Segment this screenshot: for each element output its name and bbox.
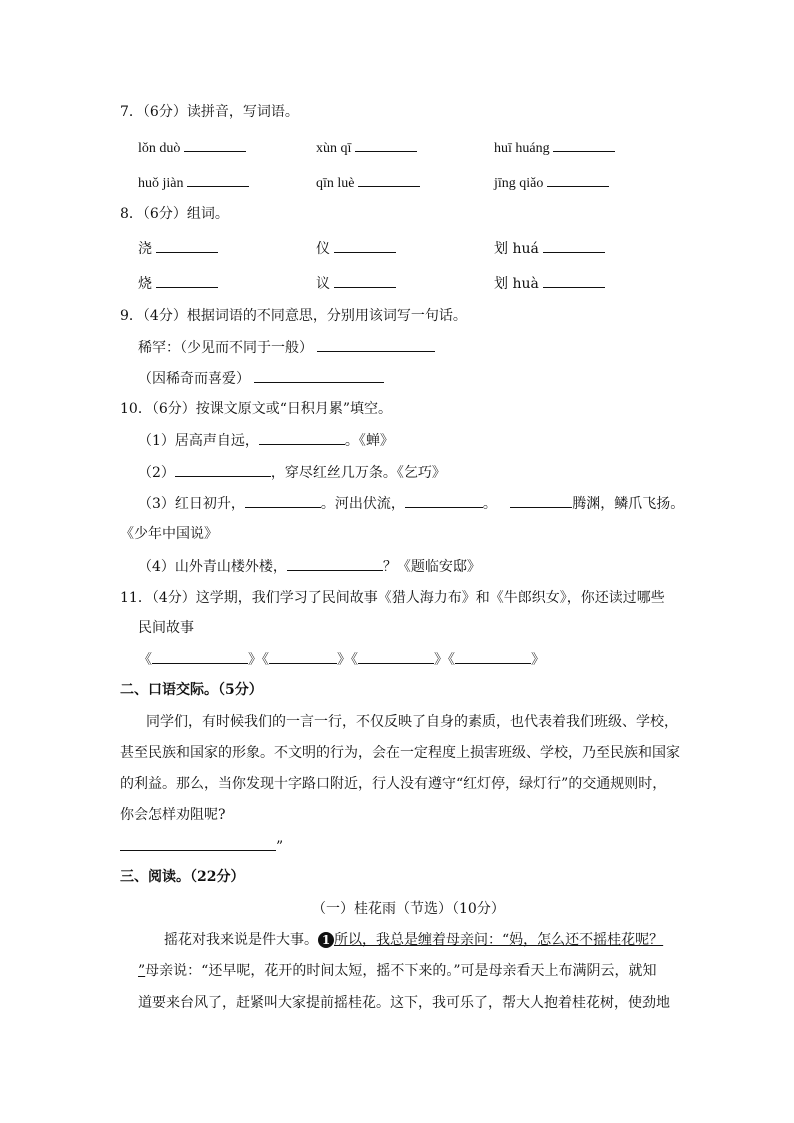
section-2-answer-row: [120, 836, 283, 857]
pinyin-label: huī huáng: [494, 141, 550, 156]
q10-line-2: [138, 462, 446, 483]
reading-subtitle: （一）桂花雨（节选）（10分）: [312, 901, 505, 917]
q7-item-4: [138, 172, 249, 194]
reading-text: 母亲说：“还早呢，花开的时间太短，摇不下来的。”可是母亲看天上布满阴云，就知: [145, 963, 657, 979]
prompt-text: （2）: [138, 465, 175, 481]
q8-item-2: [316, 238, 396, 259]
q10-line-1: [138, 430, 394, 451]
pinyin-label: qīn luè: [316, 176, 355, 191]
underlined-sentence: ”: [138, 963, 146, 979]
closing-quote: ”: [276, 839, 284, 855]
q10-line-4: [138, 556, 481, 577]
pinyin-label: lǒn duò: [138, 141, 181, 156]
reading-line-3: 道要来台风了，赶紧叫大家提前摇桂花。这下，我可乐了，帮大人抱着桂花树，使劲地: [138, 995, 670, 1011]
q10-line-3-source: 《少年中国说》: [120, 526, 218, 542]
q7-item-2: [316, 137, 417, 159]
answer-blank[interactable]: [152, 649, 248, 664]
prompt-text: ，穿尽红丝几万条。《乞巧》: [270, 465, 446, 481]
character-label: 划 huá: [494, 241, 539, 257]
section-2-paragraph-line-3: 的利益。那么，当你发现十字路口附近，行人没有遵守“红灯停，绿灯行”的交通规则时，: [120, 776, 667, 792]
prompt-text: 。: [482, 496, 497, 512]
answer-blank[interactable]: [358, 172, 420, 187]
pinyin-label: huǒ jiàn: [138, 176, 184, 191]
character-label: 浇: [138, 241, 152, 257]
answer-blank[interactable]: [510, 493, 572, 508]
character-label: 仪: [316, 241, 330, 257]
underlined-sentence: 所以，我总是缠着母亲问：“妈，怎么还不摇桂花呢？: [334, 932, 664, 948]
answer-blank[interactable]: [543, 273, 605, 288]
pinyin-label: xùn qī: [316, 141, 352, 156]
section-2-paragraph-line-2: 甚至民族和国家的形象。不文明的行为，会在一定程度上损害班级、学校，乃至民族和国家: [120, 745, 680, 761]
q11-heading-cont: 民间故事: [138, 620, 194, 636]
q8-item-6: [494, 273, 605, 294]
answer-blank[interactable]: [358, 649, 434, 664]
answer-blank[interactable]: [187, 172, 249, 187]
answer-blank[interactable]: [287, 556, 383, 571]
prompt-text: （1）居高声自远，: [138, 433, 259, 449]
q10-heading: 10．（6分）按课文原文或“日积月累”填空。: [120, 401, 393, 417]
answer-blank[interactable]: [553, 137, 615, 152]
q10-line-3: [138, 493, 684, 514]
circled-number-icon: 1: [318, 932, 334, 948]
section-2-paragraph-line-1: 同学们，有时候我们的一言一行，不仅反映了自身的素质，也代表着我们班级、学校，: [146, 714, 678, 730]
section-2-paragraph-line-4: 你会怎样劝阻呢?: [120, 807, 226, 823]
q7-item-5: [316, 172, 420, 194]
answer-blank[interactable]: [317, 337, 435, 352]
answer-blank[interactable]: [355, 137, 417, 152]
prompt-text: 。《蝉》: [344, 433, 394, 449]
answer-blank[interactable]: [120, 836, 276, 851]
answer-blank[interactable]: [259, 430, 345, 445]
q9-heading: 9．（4分）根据词语的不同意思，分别用该词写一句话。: [120, 308, 467, 324]
answer-blank[interactable]: [543, 238, 605, 253]
reading-text: 摇花对我来说是件大事。: [164, 932, 318, 948]
section-2-title: 二、口语交际。（5分）: [120, 682, 263, 698]
q7-item-1: [138, 137, 246, 159]
q8-heading: 8．（6分）组词。: [120, 206, 229, 222]
answer-blank[interactable]: [175, 462, 271, 477]
prompt-text: （3）红日初升，: [138, 496, 245, 512]
answer-blank[interactable]: [269, 649, 337, 664]
prompt-text: ？《题临安邸》: [382, 559, 481, 575]
reading-line-2: [138, 961, 656, 981]
book-bracket: 《: [138, 652, 152, 668]
prompt-text: （4）山外青山楼外楼，: [138, 559, 287, 575]
section-3-title: 三、阅读。（22分）: [120, 869, 245, 885]
answer-blank[interactable]: [245, 493, 321, 508]
q11-answer-row: [138, 649, 545, 670]
q8-item-5: [316, 273, 396, 294]
answer-blank[interactable]: [254, 368, 384, 383]
q9-line-2: [138, 368, 384, 389]
book-bracket: 》《: [248, 652, 269, 668]
q9-line-1: [138, 337, 435, 358]
answer-blank[interactable]: [334, 238, 396, 253]
pinyin-label: jīng qiǎo: [494, 176, 544, 191]
answer-blank[interactable]: [547, 172, 609, 187]
character-label: 议: [316, 276, 330, 292]
answer-blank[interactable]: [156, 238, 218, 253]
book-bracket: 》《: [434, 652, 455, 668]
answer-blank[interactable]: [156, 273, 218, 288]
answer-blank[interactable]: [334, 273, 396, 288]
meaning-label: （因稀奇而喜爱）: [138, 371, 250, 387]
prompt-text: 腾渊，鳞爪飞扬。: [572, 496, 685, 512]
meaning-label: 稀罕：（少见而不同于一般）: [138, 340, 313, 356]
character-label: 烧: [138, 276, 152, 292]
answer-blank[interactable]: [184, 137, 246, 152]
q8-item-4: [138, 273, 218, 294]
q7-heading: 7．（6分）读拼音，写词语。: [120, 104, 299, 120]
reading-line-1: [164, 930, 663, 950]
answer-blank[interactable]: [455, 649, 531, 664]
answer-blank[interactable]: [405, 493, 483, 508]
character-label: 划 huà: [494, 276, 539, 292]
q11-heading: 11．（4分）这学期，我们学习了民间故事《猎人海力布》和《牛郎织女》，你还读过哪些: [120, 590, 665, 606]
book-bracket: 》《: [337, 652, 358, 668]
q8-item-1: [138, 238, 218, 259]
prompt-text: 。河出伏流，: [320, 496, 405, 512]
q7-item-6: [494, 172, 609, 194]
q8-item-3: [494, 238, 605, 259]
q7-item-3: [494, 137, 615, 159]
book-bracket: 》: [531, 652, 545, 668]
